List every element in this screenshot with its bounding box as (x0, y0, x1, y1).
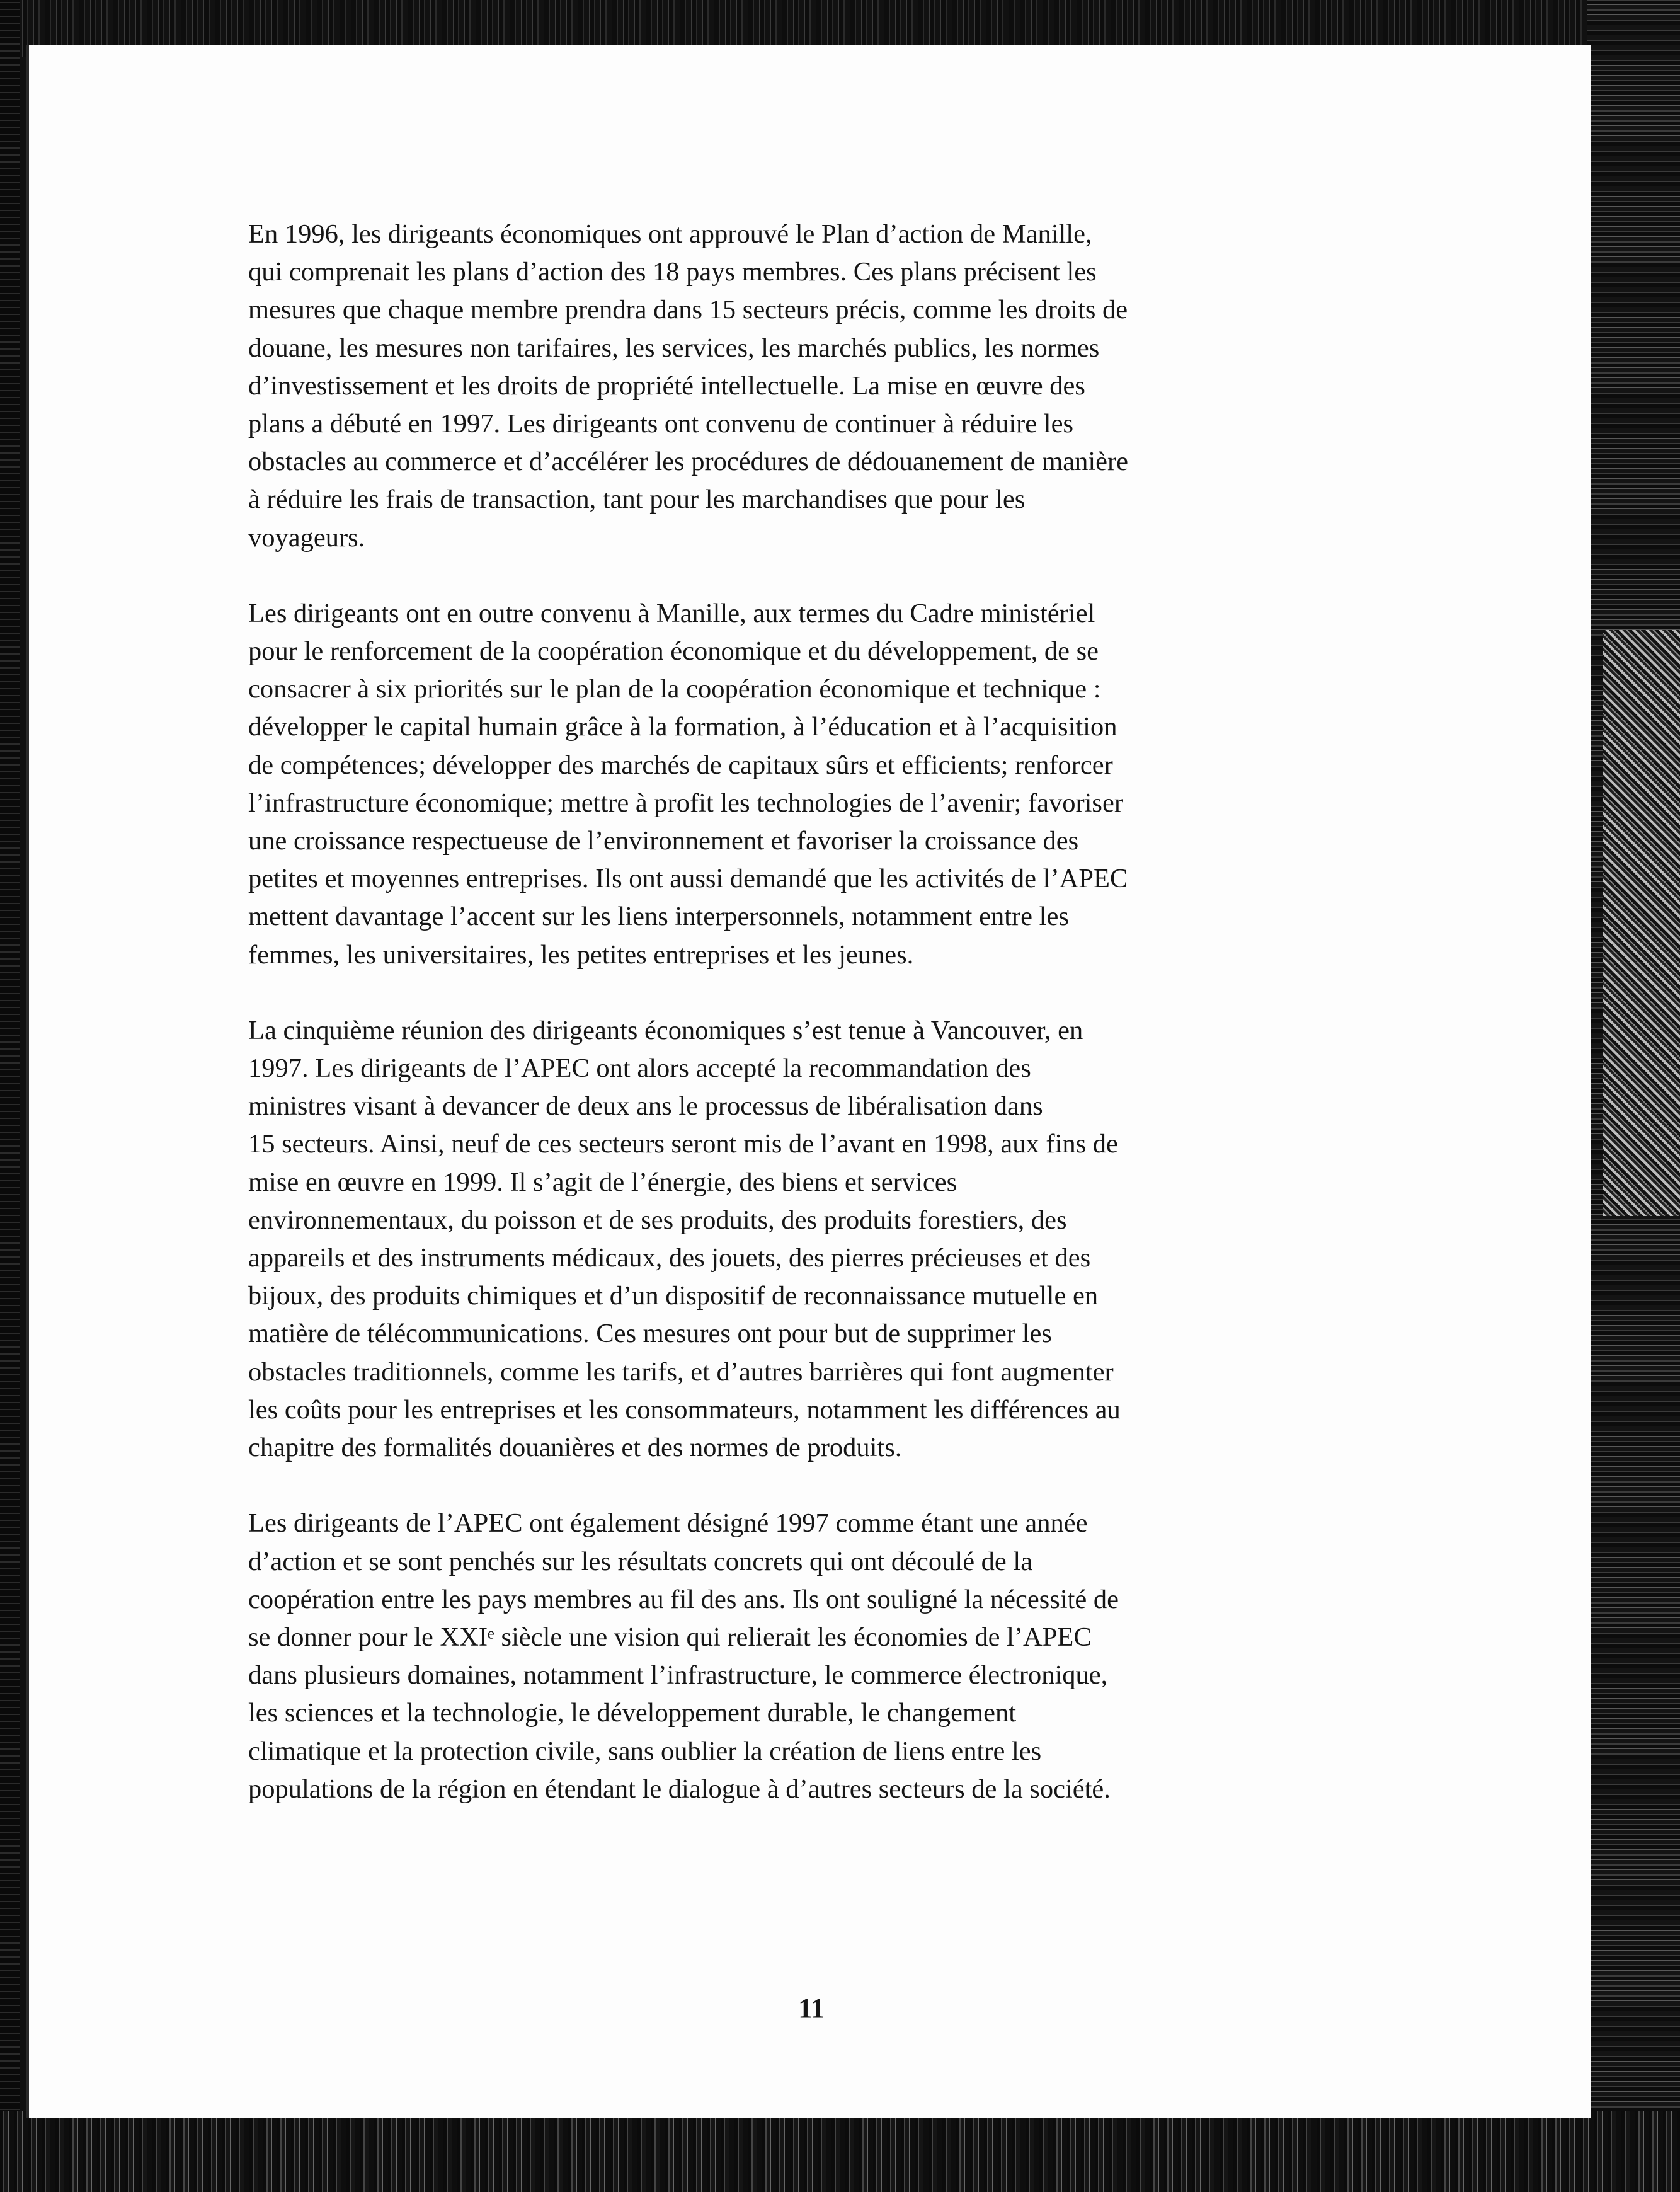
text-line: coopération entre les pays membres au fil des ans. Ils ont souligné la nécessité de (248, 1584, 1119, 1614)
text-line: l’infrastructure économique; mettre à profit les technologies de l’avenir; favoriser (248, 788, 1123, 818)
text-line: douane, les mesures non tarifaires, les services, les marchés publics, les normes (248, 333, 1100, 363)
text-line: consacrer à six priorités sur le plan de la coopération économique et technique : (248, 674, 1101, 704)
text-line: mise en œuvre en 1999. Il s’agit de l’énergie, des biens et services (248, 1167, 957, 1197)
text-line: populations de la région en étendant le dialogue à d’autres secteurs de la société. (248, 1774, 1111, 1804)
text-line: voyageurs. (248, 522, 365, 553)
text-line: une croissance respectueuse de l’environnement et favoriser la croissance des (248, 826, 1079, 856)
scan-noise-band (1603, 630, 1680, 1216)
body-text (248, 215, 1332, 1808)
text-line: d’investissement et les droits de propriété intellectuelle. La mise en œuvre des (248, 370, 1085, 401)
text-line: climatique et la protection civile, sans oublier la création de liens entre les (248, 1736, 1042, 1766)
text-line: 15 secteurs. Ainsi, neuf de ces secteurs seront mis de l’avant en 1998, aux fins de (248, 1129, 1118, 1159)
text-line: de compétences; développer des marchés de capitaux sûrs et efficients; renforcer (248, 750, 1113, 780)
paragraph-1 (248, 215, 1332, 557)
text-line: d’action et se sont penchés sur les résultats concrets qui ont découlé de la (248, 1546, 1033, 1576)
scan-border-left (0, 0, 20, 2192)
text-line: pour le renforcement de la coopération économique et du développement, de se (248, 636, 1099, 667)
text-line: Les dirigeants ont en outre convenu à Manille, aux termes du Cadre ministériel (248, 598, 1095, 628)
text-line: les coûts pour les entreprises et les consommateurs, notamment les différences au (248, 1394, 1121, 1425)
text-line: plans a débuté en 1997. Les dirigeants ont convenu de continuer à réduire les (248, 409, 1073, 439)
text-line: obstacles traditionnels, comme les tarifs, et d’autres barrières qui font augmenter (248, 1357, 1114, 1387)
paragraph-4 (248, 1505, 1332, 1808)
text-line: à réduire les frais de transaction, tant pour les marchandises que pour les (248, 485, 1026, 515)
paragraph-3 (248, 1012, 1332, 1467)
text-line: obstacles au commerce et d’accélérer les procédures de dédouanement de manière (248, 447, 1129, 477)
text-line: petites et moyennes entreprises. Ils ont aussi demandé que les activités de l’APEC (248, 864, 1128, 894)
text-line: qui comprenait les plans d’action des 18 pays membres. Ces plans précisent les (248, 257, 1097, 287)
text-line: matière de télécommunications. Ces mesures ont pour but de supprimer les (248, 1319, 1052, 1349)
text-line: dans plusieurs domaines, notamment l’infrastructure, le commerce électronique, (248, 1660, 1108, 1690)
text-line: En 1996, les dirigeants économiques ont approuvé le Plan d’action de Manille, (248, 219, 1092, 249)
text-line: 1997. Les dirigeants de l’APEC ont alors accepté la recommandation des (248, 1053, 1031, 1084)
text-line: se donner pour le XXIᵉ siècle une vision qui relierait les économies de l’APEC (248, 1622, 1092, 1652)
scan-border-bottom (0, 2111, 1680, 2192)
page-number: 11 (798, 1993, 825, 2024)
text-line: environnementaux, du poisson et de ses produits, des produits forestiers, des (248, 1205, 1067, 1235)
paragraph-2 (248, 595, 1332, 974)
text-line: développer le capital humain grâce à la formation, à l’éducation et à l’acquisition (248, 712, 1117, 742)
text-line: chapitre des formalités douanières et des normes de produits. (248, 1433, 902, 1463)
text-line: femmes, les universitaires, les petites entreprises et les jeunes. (248, 939, 914, 970)
text-line: mesures que chaque membre prendra dans 15 secteurs précis, comme les droits de (248, 295, 1128, 325)
text-line: les sciences et la technologie, le développement durable, le changement (248, 1698, 1017, 1728)
text-line: La cinquième réunion des dirigeants économiques s’est tenue à Vancouver, en (248, 1015, 1083, 1045)
text-line: ministres visant à devancer de deux ans le processus de libéralisation dans (248, 1091, 1043, 1122)
text-line: Les dirigeants de l’APEC ont également désigné 1997 comme étant une année (248, 1508, 1088, 1539)
text-line: mettent davantage l’accent sur les liens interpersonnels, notamment entre les (248, 902, 1069, 932)
text-line: bijoux, des produits chimiques et d’un dispositif de reconnaissance mutuelle en (248, 1281, 1099, 1311)
text-line: appareils et des instruments médicaux, des jouets, des pierres précieuses et des (248, 1243, 1091, 1273)
document-page (26, 45, 1591, 2118)
